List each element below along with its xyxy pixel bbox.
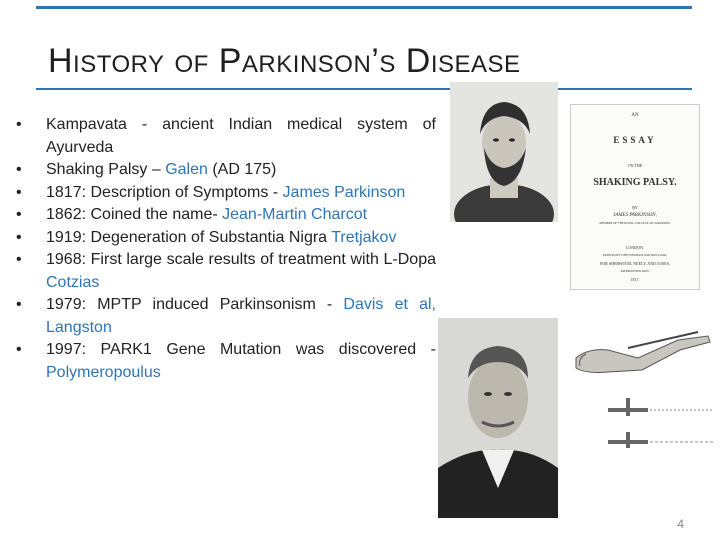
essay-line: ON THE: [627, 163, 643, 168]
bullet-item: • 1919: Degeneration of Substantia Nigra Tretjakov: [14, 227, 436, 250]
slide-title: History of Parkinson’s Disease: [48, 42, 521, 80]
bullet-item: • 1997: PARK1 Gene Mutation was discovered - Polymeropoulus: [14, 339, 436, 384]
tremor-apparatus-image: [568, 328, 718, 458]
essay-line: PATERNOSTER ROW.: [620, 269, 650, 273]
essay-line: PRINTED BY WHITTINGHAM AND ROWLAND,: [602, 253, 668, 257]
essay-line: LONDON:: [626, 245, 644, 250]
bullet-item: • 1862: Coined the name- Jean-Martin Charcot: [14, 204, 436, 227]
portrait-engraving-image: [450, 82, 558, 222]
portrait-photograph-image: [438, 318, 558, 518]
essay-line: MEMBER OF THE ROYAL COLLEGE OF SURGEONS.: [599, 221, 671, 225]
essay-line: FOR SHERWOOD, NEELY, AND JONES,: [600, 261, 670, 266]
bullet-item: • 1979: MPTP induced Parkinsonism - Davis et al, Langston: [14, 294, 436, 339]
essay-line: ESSAY: [613, 135, 657, 145]
bullet-item: • Kampavata - ancient Indian medical system of Ayurveda: [14, 114, 436, 159]
bullet-item: • Shaking Palsy – Galen (AD 175): [14, 159, 436, 182]
title-underline: [36, 88, 692, 90]
essay-line: 1817.: [630, 277, 640, 282]
bullet-list: [14, 114, 436, 384]
top-rule: [36, 6, 692, 9]
essay-line: BY: [632, 205, 638, 210]
essay-title-page-image: [570, 104, 700, 290]
essay-line: SHAKING PALSY.: [593, 177, 677, 188]
essay-line: JAMES PARKINSON,: [613, 213, 657, 218]
essay-line: AN: [631, 113, 639, 118]
page-number: 4: [677, 517, 684, 531]
bullet-item: • 1968: First large scale results of treatment with L-Dopa Cotzias: [14, 249, 436, 294]
bullet-item: • 1817: Description of Symptoms - James Parkinson: [14, 182, 436, 205]
